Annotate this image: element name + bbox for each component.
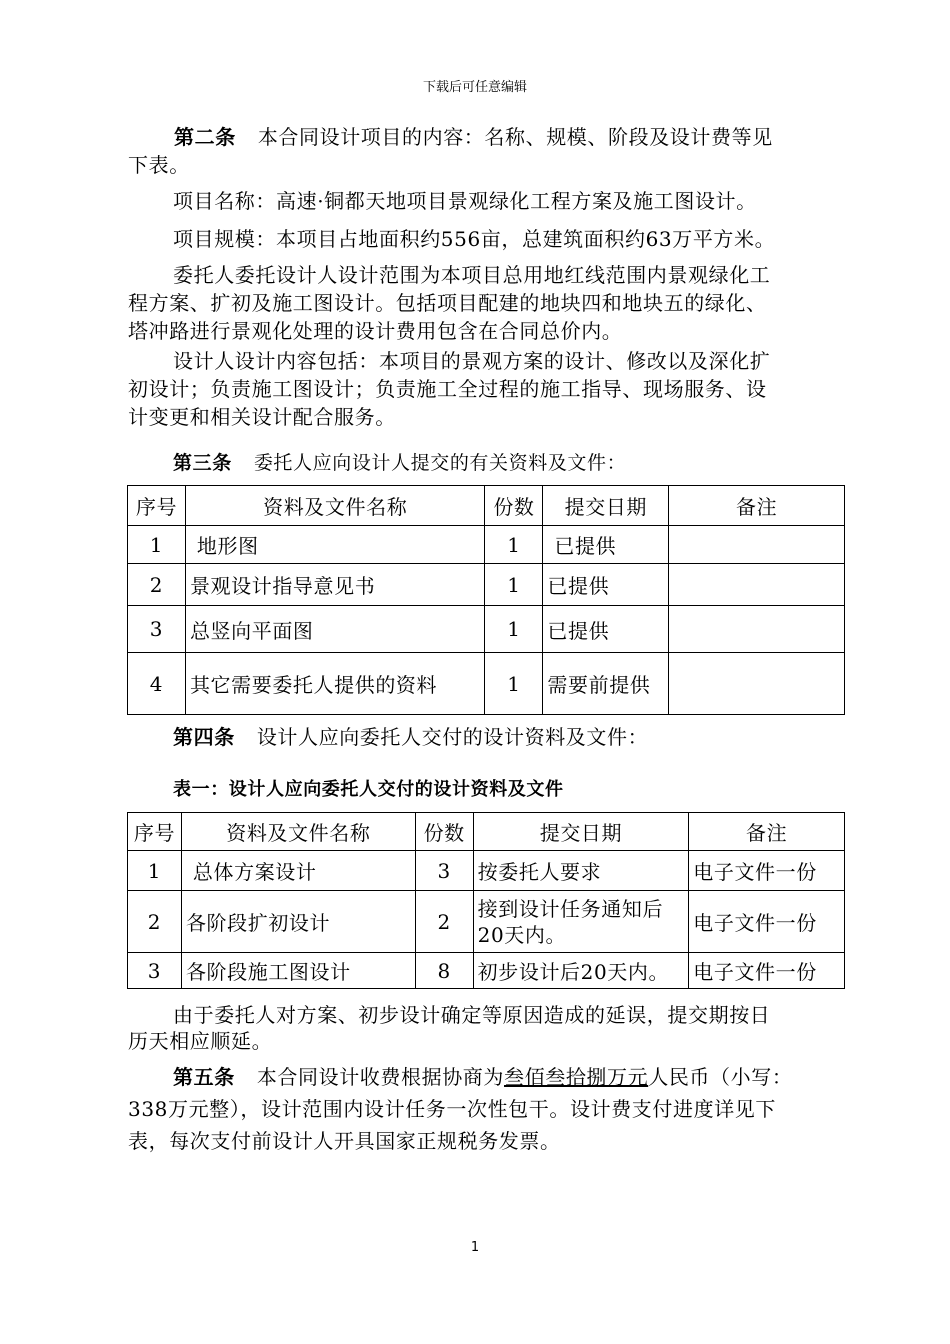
table-cell: 1 <box>485 606 543 653</box>
table-row <box>128 653 845 715</box>
article-5-text: 本合同设计收费根据协商为 <box>256 1065 505 1089</box>
column-header: 资料及文件名称 <box>181 813 415 851</box>
table-1-title: 表一：设计人应向委托人交付的设计资料及文件 <box>173 779 564 800</box>
article-2-heading: 第二条 <box>174 125 236 149</box>
table-row <box>128 953 845 989</box>
table-cell: 2 <box>128 564 186 606</box>
column-header: 份数 <box>485 486 543 526</box>
table-cell: 景观设计指导意见书 <box>185 564 485 606</box>
table-cell: 1 <box>128 526 186 564</box>
table-row <box>128 606 845 653</box>
content-line-1: 设计人设计内容包括：本项目的景观方案的设计、修改以及深化扩 <box>173 349 771 373</box>
article-4-heading: 第四条 <box>173 725 235 749</box>
column-header: 备注 <box>689 813 845 851</box>
designer-deliverables-table <box>127 812 845 989</box>
column-header: 资料及文件名称 <box>185 486 485 526</box>
page-number: 1 <box>470 1240 480 1255</box>
project-name: 项目名称：高速·铜都天地项目景观绿化工程方案及施工图设计。 <box>173 189 757 213</box>
table-cell: 1 <box>485 564 543 606</box>
table-cell: 1 <box>128 851 182 891</box>
table-cell: 电子文件一份 <box>689 851 845 891</box>
article-3-heading: 第三条 <box>173 452 232 474</box>
article-2-line-1 <box>128 122 824 152</box>
table-cell: 已提供 <box>543 606 669 653</box>
table-header-row <box>128 486 845 526</box>
article-2-line-2: 下表。 <box>128 153 190 177</box>
delay-line-2: 历天相应顺延。 <box>128 1029 273 1053</box>
content-line-2: 初设计；负责施工图设计；负责施工全过程的施工指导、现场服务、设 <box>128 377 767 401</box>
column-header: 份数 <box>415 813 473 851</box>
article-5-text-post: 人民币（小写： <box>648 1065 793 1089</box>
table-cell: 电子文件一份 <box>689 953 845 989</box>
table-cell: 各阶段扩初设计 <box>181 891 415 953</box>
article-3-text: 委托人应向设计人提交的有关资料及文件： <box>253 452 627 474</box>
scope-line-2: 程方案、扩初及施工图设计。包括项目配建的地块四和地块五的绿化、 <box>128 291 767 315</box>
table-cell: 电子文件一份 <box>689 891 845 953</box>
table-cell: 地形图 <box>185 526 485 564</box>
table-cell: 其它需要委托人提供的资料 <box>185 653 485 715</box>
table-cell: 3 <box>128 953 182 989</box>
article-5-heading: 第五条 <box>173 1065 235 1089</box>
table-cell: 8 <box>415 953 473 989</box>
table-row <box>128 564 845 606</box>
table-cell: 1 <box>485 653 543 715</box>
table-cell <box>669 653 845 715</box>
table-cell: 已提供 <box>543 564 669 606</box>
scope-line-3: 塔冲路进行景观化处理的设计费用包含在合同总价内。 <box>128 319 623 343</box>
table-cell: 已提供 <box>543 526 669 564</box>
table-cell: 按委托人要求 <box>473 851 689 891</box>
project-scale: 项目规模：本项目占地面积约556亩，总建筑面积约63万平方米。 <box>173 227 776 251</box>
table-cell: 3 <box>128 606 186 653</box>
table-cell: 需要前提供 <box>543 653 669 715</box>
article-2-text: 本合同设计项目的内容：名称、规模、阶段及设计费等见 <box>257 125 773 149</box>
column-header: 序号 <box>128 486 186 526</box>
content-line-3: 计变更和相关设计配合服务。 <box>128 405 396 429</box>
table-cell: 1 <box>485 526 543 564</box>
table-cell: 4 <box>128 653 186 715</box>
column-header: 提交日期 <box>473 813 689 851</box>
article-4-line <box>173 722 869 752</box>
article-5-line-2: 338万元整），设计范围内设计任务一次性包干。设计费支付进度详见下 <box>128 1097 776 1121</box>
fee-amount: 叁佰叁拾捌万元 <box>504 1065 649 1089</box>
table-cell: 2 <box>128 891 182 953</box>
article-4-text: 设计人应向委托人交付的设计资料及文件： <box>256 725 649 749</box>
table-cell: 接到设计任务通知后20天内。 <box>473 891 689 953</box>
column-header: 序号 <box>128 813 182 851</box>
delay-line-1: 由于委托人对方案、初步设计确定等原因造成的延误，提交期按日 <box>173 1003 771 1027</box>
article-3-line <box>173 448 869 478</box>
scope-line-1: 委托人委托设计人设计范围为本项目总用地红线范围内景观绿化工 <box>173 263 771 287</box>
table-row <box>128 851 845 891</box>
column-header: 备注 <box>669 486 845 526</box>
table-cell: 总体方案设计 <box>181 851 415 891</box>
table-cell: 总竖向平面图 <box>185 606 485 653</box>
table-header-row <box>128 813 845 851</box>
page-header: 下载后可任意编辑 <box>422 80 527 95</box>
table-cell: 各阶段施工图设计 <box>181 953 415 989</box>
table-row <box>128 891 845 953</box>
table-cell: 初步设计后20天内。 <box>473 953 689 989</box>
table-cell <box>669 606 845 653</box>
table-cell <box>669 564 845 606</box>
table-cell: 2 <box>415 891 473 953</box>
column-header: 提交日期 <box>543 486 669 526</box>
article-5-line-3: 表，每次支付前设计人开具国家正规税务发票。 <box>128 1129 561 1153</box>
table-row <box>128 526 845 564</box>
table-cell <box>669 526 845 564</box>
article-5-line-1 <box>173 1062 869 1092</box>
client-materials-table <box>127 485 845 715</box>
table-cell: 3 <box>415 851 473 891</box>
